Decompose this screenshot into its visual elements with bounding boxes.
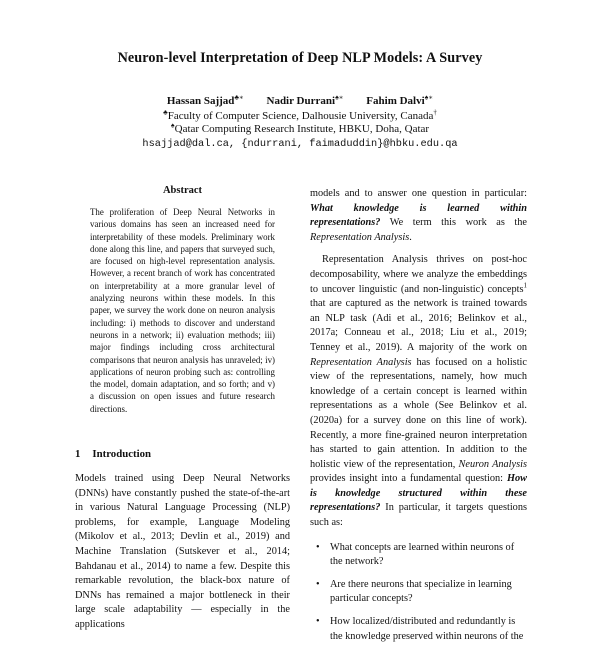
list-item bbox=[310, 541, 527, 570]
question-list bbox=[310, 541, 527, 645]
term-neuron-analysis: Neuron Analysis bbox=[458, 458, 527, 470]
bullet-icon: • bbox=[316, 616, 320, 628]
section-title: Introduction bbox=[92, 448, 152, 460]
intro-paragraph: Models trained using Deep Neural Networks (DNNs) have constantly pushed the state-of-the-art in various Natural Language Processing (NLP) problems, for example, Language Modeling (Mikolov et al., 2013; Devlin et al., 2019) and Machine Translation (Sutskever et al., 2014; Bahdanau et al., 2014) to name a few. Despite this remarkable revolution, the black-box nature of DNNs has remained a major bottleneck in their large scale adaptability — especially in the applications bbox=[75, 473, 290, 630]
author-marks: ♣∗ bbox=[234, 93, 244, 102]
intro-left-column bbox=[75, 472, 290, 633]
text-run: provides insight into a fundamental question: bbox=[310, 473, 507, 485]
author-name: Hassan Sajjad bbox=[166, 95, 235, 107]
emphasis-question: How is knowledge structured within these representations? bbox=[310, 473, 527, 514]
abstract-heading: Abstract bbox=[162, 185, 203, 196]
author-name: Fahim Dalvi bbox=[366, 95, 425, 107]
term-representation-analysis: Representation Analysis bbox=[310, 231, 410, 243]
list-item bbox=[310, 578, 527, 607]
author bbox=[267, 95, 344, 107]
text-run: We term this work as the bbox=[380, 217, 527, 229]
paragraph bbox=[310, 253, 527, 530]
text-run: that are captured as the network is trained towards an NLP task (Adi et al., 2016; Belinkov et al., 2017a; Conneau et al., 2018; Liu et al., 2019; Tenney et al., 2019). A majority of the work on bbox=[310, 298, 527, 353]
affiliation-mark: ♠ bbox=[170, 121, 175, 130]
paper-title: Neuron-level Interpretation of Deep NLP Models: A Survey bbox=[117, 50, 483, 66]
emphasis-question: What knowledge is learned within representations? bbox=[310, 202, 527, 229]
list-item-text: Are there neurons that specialize in learning particular concepts? bbox=[330, 578, 512, 605]
author-marks: ♠∗ bbox=[424, 93, 434, 102]
paragraph bbox=[310, 187, 527, 245]
author-marks: ♠∗ bbox=[335, 93, 344, 102]
bullet-icon: • bbox=[316, 541, 320, 553]
abstract-body: The proliferation of Deep Neural Networks in various domains has seen an increased need for interpretability of these models. Preliminary work done along this line, and papers that surveyed such, are focused on high-level representation analysis. However, a recent branch of work has concentrated on interpretability at a more granular level of analyzing neurons within these models. In this paper, we survey the work done on neuron analysis including: i) methods to discover and understand neurons in a network; ii) evaluation methods; iii) major findings including cross architectural comparisons that neuron analysis has unraveled; iv) applications of neuron probing such as: controlling the model, domain adaptation, and so forth; and v) a discussion on open issues and future research directions. bbox=[90, 207, 275, 414]
text-run: Representation Analysis thrives on post-hoc decomposability, where we analyze the embeddings to uncover linguistic (and non-linguistic) concepts bbox=[310, 254, 527, 295]
right-column bbox=[310, 187, 527, 652]
text-run: In particular, it targets questions such as: bbox=[310, 502, 527, 529]
affiliation-mark: ♣ bbox=[163, 108, 168, 117]
footnote-mark: 1 bbox=[523, 281, 527, 290]
bullet-icon: • bbox=[316, 578, 320, 590]
text-run: models and to answer one question in particular: bbox=[310, 188, 527, 199]
author-emails: hsajjad@dal.ca, {ndurrani, faimaduddin}@hbku.edu.qa bbox=[142, 138, 458, 150]
list-item-text: What concepts are learned within neurons of the network? bbox=[330, 541, 515, 568]
section-number: 1 bbox=[75, 448, 81, 460]
author bbox=[366, 95, 433, 107]
affiliation-suffix: † bbox=[433, 108, 437, 117]
affiliation-text: Faculty of Computer Science, Dalhousie University, Canada bbox=[167, 110, 434, 122]
list-item-text: How localized/distributed and redundantly is the knowledge preserved within neurons of the bbox=[330, 616, 524, 642]
author-name: Nadir Durrani bbox=[266, 95, 336, 107]
text-run: has focused on a holistic view of the representations, namely, how much knowledge of a certain concept is learned within representations as a whole (See Belinkov et al. (2020a) for a survey done on this line of work). Recently, a more fine-grained neuron interpretation has started to gain attention. In addition to the holistic view of the representation, bbox=[310, 356, 527, 470]
affiliation-text: Qatar Computing Research Institute, HBKU, Doha, Qatar bbox=[174, 123, 430, 135]
section-heading bbox=[75, 448, 151, 460]
author bbox=[167, 95, 244, 107]
term-representation-analysis: Representation Analysis bbox=[310, 356, 412, 368]
list-item bbox=[310, 615, 527, 644]
affiliation bbox=[0, 110, 600, 122]
author-list bbox=[0, 95, 600, 107]
affiliation bbox=[0, 123, 600, 135]
text-run: . bbox=[409, 231, 412, 243]
